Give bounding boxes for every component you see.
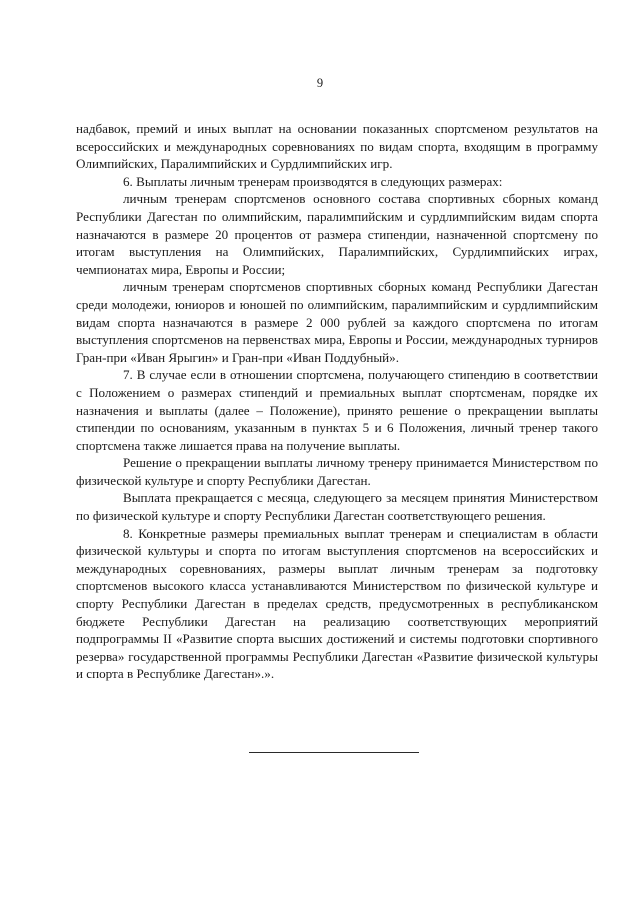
- paragraph-item-7: 7. В случае если в отношении спортсмена, получающего стипендию в соответствии с Положением о размерах стипендий и премиальных выплат спортсменам, порядке их назначения и выплаты (далее – Положение), принято решение о прекращении выплаты стипендии по основаниям, указанным в пунктах 5 и 6 Положения, личный тренер такого спортсмена также лишается права на получение выплаты.: [76, 367, 598, 453]
- paragraph-item-8: 8. Конкретные размеры премиальных выплат тренерам и специалистам в области физической культуры и спорта по итогам выступления спортсменов на всероссийских и международных соревнованиях, размеры выплат личным тренерам за подготовку спортсменов высокого класса устанавливаются Министерством по физической культуре и спорту Республики Дагестан в пределах средств, предусмотренных в республиканском бюджете Республики Дагестан на реализацию соответствующих мероприятий подпрограммы II «Развитие спорта высших достижений и системы подготовки спортивного резерва» государственной программы Республики Дагестан «Развитие физической культуры и спорта в Республике Дагестан».».: [76, 525, 598, 682]
- end-divider-line: [249, 752, 419, 753]
- paragraph-continuation: надбавок, премий и иных выплат на основании показанных спортсменом результатов на всероссийских и международных соревнованиях по видам спорта, входящим в программу Олимпийских, Паралимпийских и Сурдлимпийских игр.: [76, 121, 598, 172]
- document-body: [76, 120, 598, 683]
- paragraph-termination-decision: Решение о прекращении выплаты личному тренеру принимается Министерством по физической культуре и спорту Республики Дагестан.: [76, 455, 598, 488]
- page-number: 9: [316, 76, 324, 90]
- paragraph-payment-termination: Выплата прекращается с месяца, следующего за месяцем принятия Министерством по физической культуре и спорту Республики Дагестан соответствующего решения.: [76, 490, 598, 524]
- paragraph-youth-team-coaches: личным тренерам спортсменов спортивных сборных команд Республики Дагестан среди молодежи, юниоров и юношей по олимпийским, паралимпийским и сурдлимпийским видам спорта назначаются в размере 2 000 рублей за каждого спортсмена по итогам выступления спортсменов на первенствах мира, Европы и России, международных турниров Гран-при «Иван Ярыгин» и Гран-при «Иван Поддубный».: [76, 279, 598, 365]
- paragraph-item-6: 6. Выплаты личным тренерам производятся в следующих размерах:: [123, 173, 503, 189]
- paragraph-main-team-coaches: личным тренерам спортсменов основного состава спортивных сборных команд Республики Дагестан по олимпийским, паралимпийским и сурдлимпийским видам спорта назначаются в размере 20 процентов от размера стипендии, назначенной спортсмену по итогам выступления на Олимпийских, Паралимпийских, Сурдлимпийских играх, чемпионатах мира, Европы и России;: [76, 191, 598, 277]
